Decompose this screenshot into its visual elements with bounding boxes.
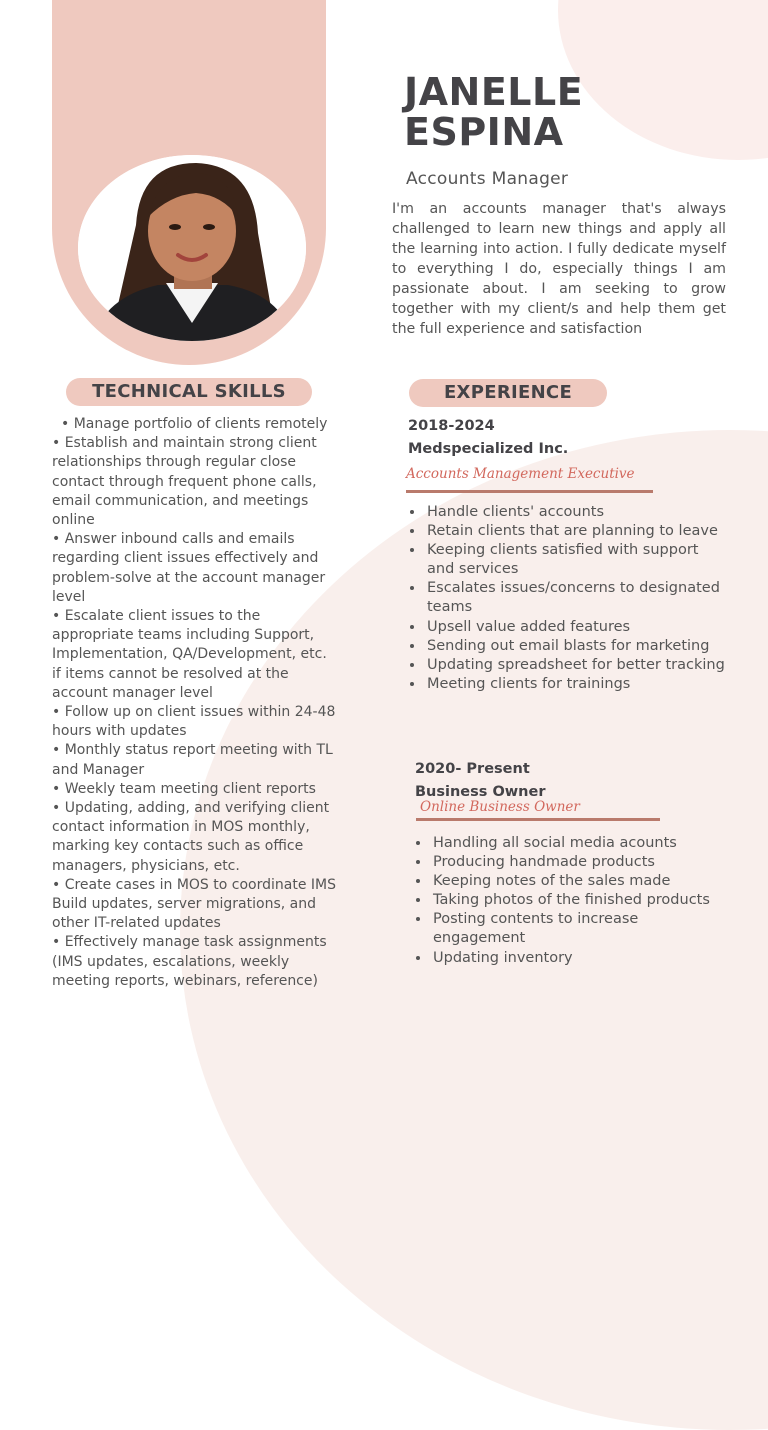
duty-item: • Escalates issues/concerns to designated teams bbox=[425, 579, 725, 617]
duty-item: • Sending out email blasts for marketing bbox=[425, 637, 725, 656]
skill-item: • Answer inbound calls and emails regarding client issues effectively and problem-solve at the account manager level bbox=[52, 531, 326, 605]
duty-item: • Keeping clients satisfied with support and services bbox=[425, 541, 725, 579]
job-duties-list bbox=[397, 503, 725, 694]
duty-item: • Handling all social media acounts bbox=[431, 834, 731, 853]
skill-item: • Monthly status report meeting with TL and Manager bbox=[52, 742, 333, 778]
profile-photo bbox=[78, 155, 306, 341]
skill-item: • Updating, adding, and verifying client contact information in MOS monthly, marking key contacts such as office managers, physicians, etc. bbox=[52, 800, 330, 874]
duty-item: • Upsell value added features bbox=[425, 618, 725, 637]
skill-item: • Follow up on client issues within 24-48 hours with updates bbox=[52, 704, 336, 740]
job-title: Online Business Owner bbox=[420, 799, 580, 815]
job-role: Accounts Manager bbox=[406, 169, 569, 189]
job-company: Business Owner bbox=[415, 784, 546, 800]
job-duties-list bbox=[403, 834, 731, 968]
experience-heading: EXPERIENCE bbox=[409, 379, 607, 407]
last-name: ESPINA bbox=[404, 110, 564, 154]
job-years: 2018-2024 bbox=[408, 418, 495, 434]
first-name: JANELLE bbox=[404, 70, 584, 114]
job-title: Accounts Management Executive bbox=[406, 466, 635, 482]
duty-item: • Producing handmade products bbox=[431, 853, 731, 872]
skill-item: • Effectively manage task assignments (IMS updates, escalations, weekly meeting reports, webinars, reference) bbox=[52, 934, 327, 989]
job-divider bbox=[406, 490, 653, 493]
duty-item: • Updating inventory bbox=[431, 949, 731, 968]
skill-item: • Weekly team meeting client reports bbox=[52, 780, 316, 797]
full-name bbox=[404, 72, 583, 152]
skill-item: • Escalate client issues to the appropriate teams including Support, Implementation, QA/Development, etc. if items cannot be resolved at the account manager level bbox=[52, 608, 327, 701]
duty-item: • Meeting clients for trainings bbox=[425, 675, 725, 694]
job-divider bbox=[416, 818, 660, 821]
skill-item: • Manage portfolio of clients remotely bbox=[61, 416, 328, 432]
profile-summary: I'm an accounts manager that's always challenged to learn new things and apply all the learning into action. I fully dedicate myself to everything I do, especially things I am passionate about. I am seeking to grow together with my client/s and help them get the full experience and satisfaction bbox=[392, 201, 726, 337]
duty-item: • Retain clients that are planning to leave bbox=[425, 522, 725, 541]
duty-item: • Keeping notes of the sales made bbox=[431, 872, 731, 891]
duty-item: • Updating spreadsheet for better tracking bbox=[425, 656, 725, 675]
job-company: Medspecialized Inc. bbox=[408, 441, 569, 457]
job-years: 2020- Present bbox=[415, 761, 530, 777]
duty-item: • Taking photos of the finished products bbox=[431, 891, 731, 910]
technical-skills-list bbox=[52, 415, 337, 991]
skill-item: • Create cases in MOS to coordinate IMS Build updates, server migrations, and other IT-related updates bbox=[52, 876, 336, 932]
skill-item: • Establish and maintain strong client relationships through regular close contact through frequent phone calls, email communication, and meetings online bbox=[52, 435, 317, 529]
duty-item: • Handle clients' accounts bbox=[425, 503, 725, 522]
duty-item: • Posting contents to increase engagement bbox=[431, 910, 731, 948]
decorative-circle-top-right bbox=[558, 0, 768, 160]
technical-skills-heading: TECHNICAL SKILLS bbox=[66, 378, 312, 406]
